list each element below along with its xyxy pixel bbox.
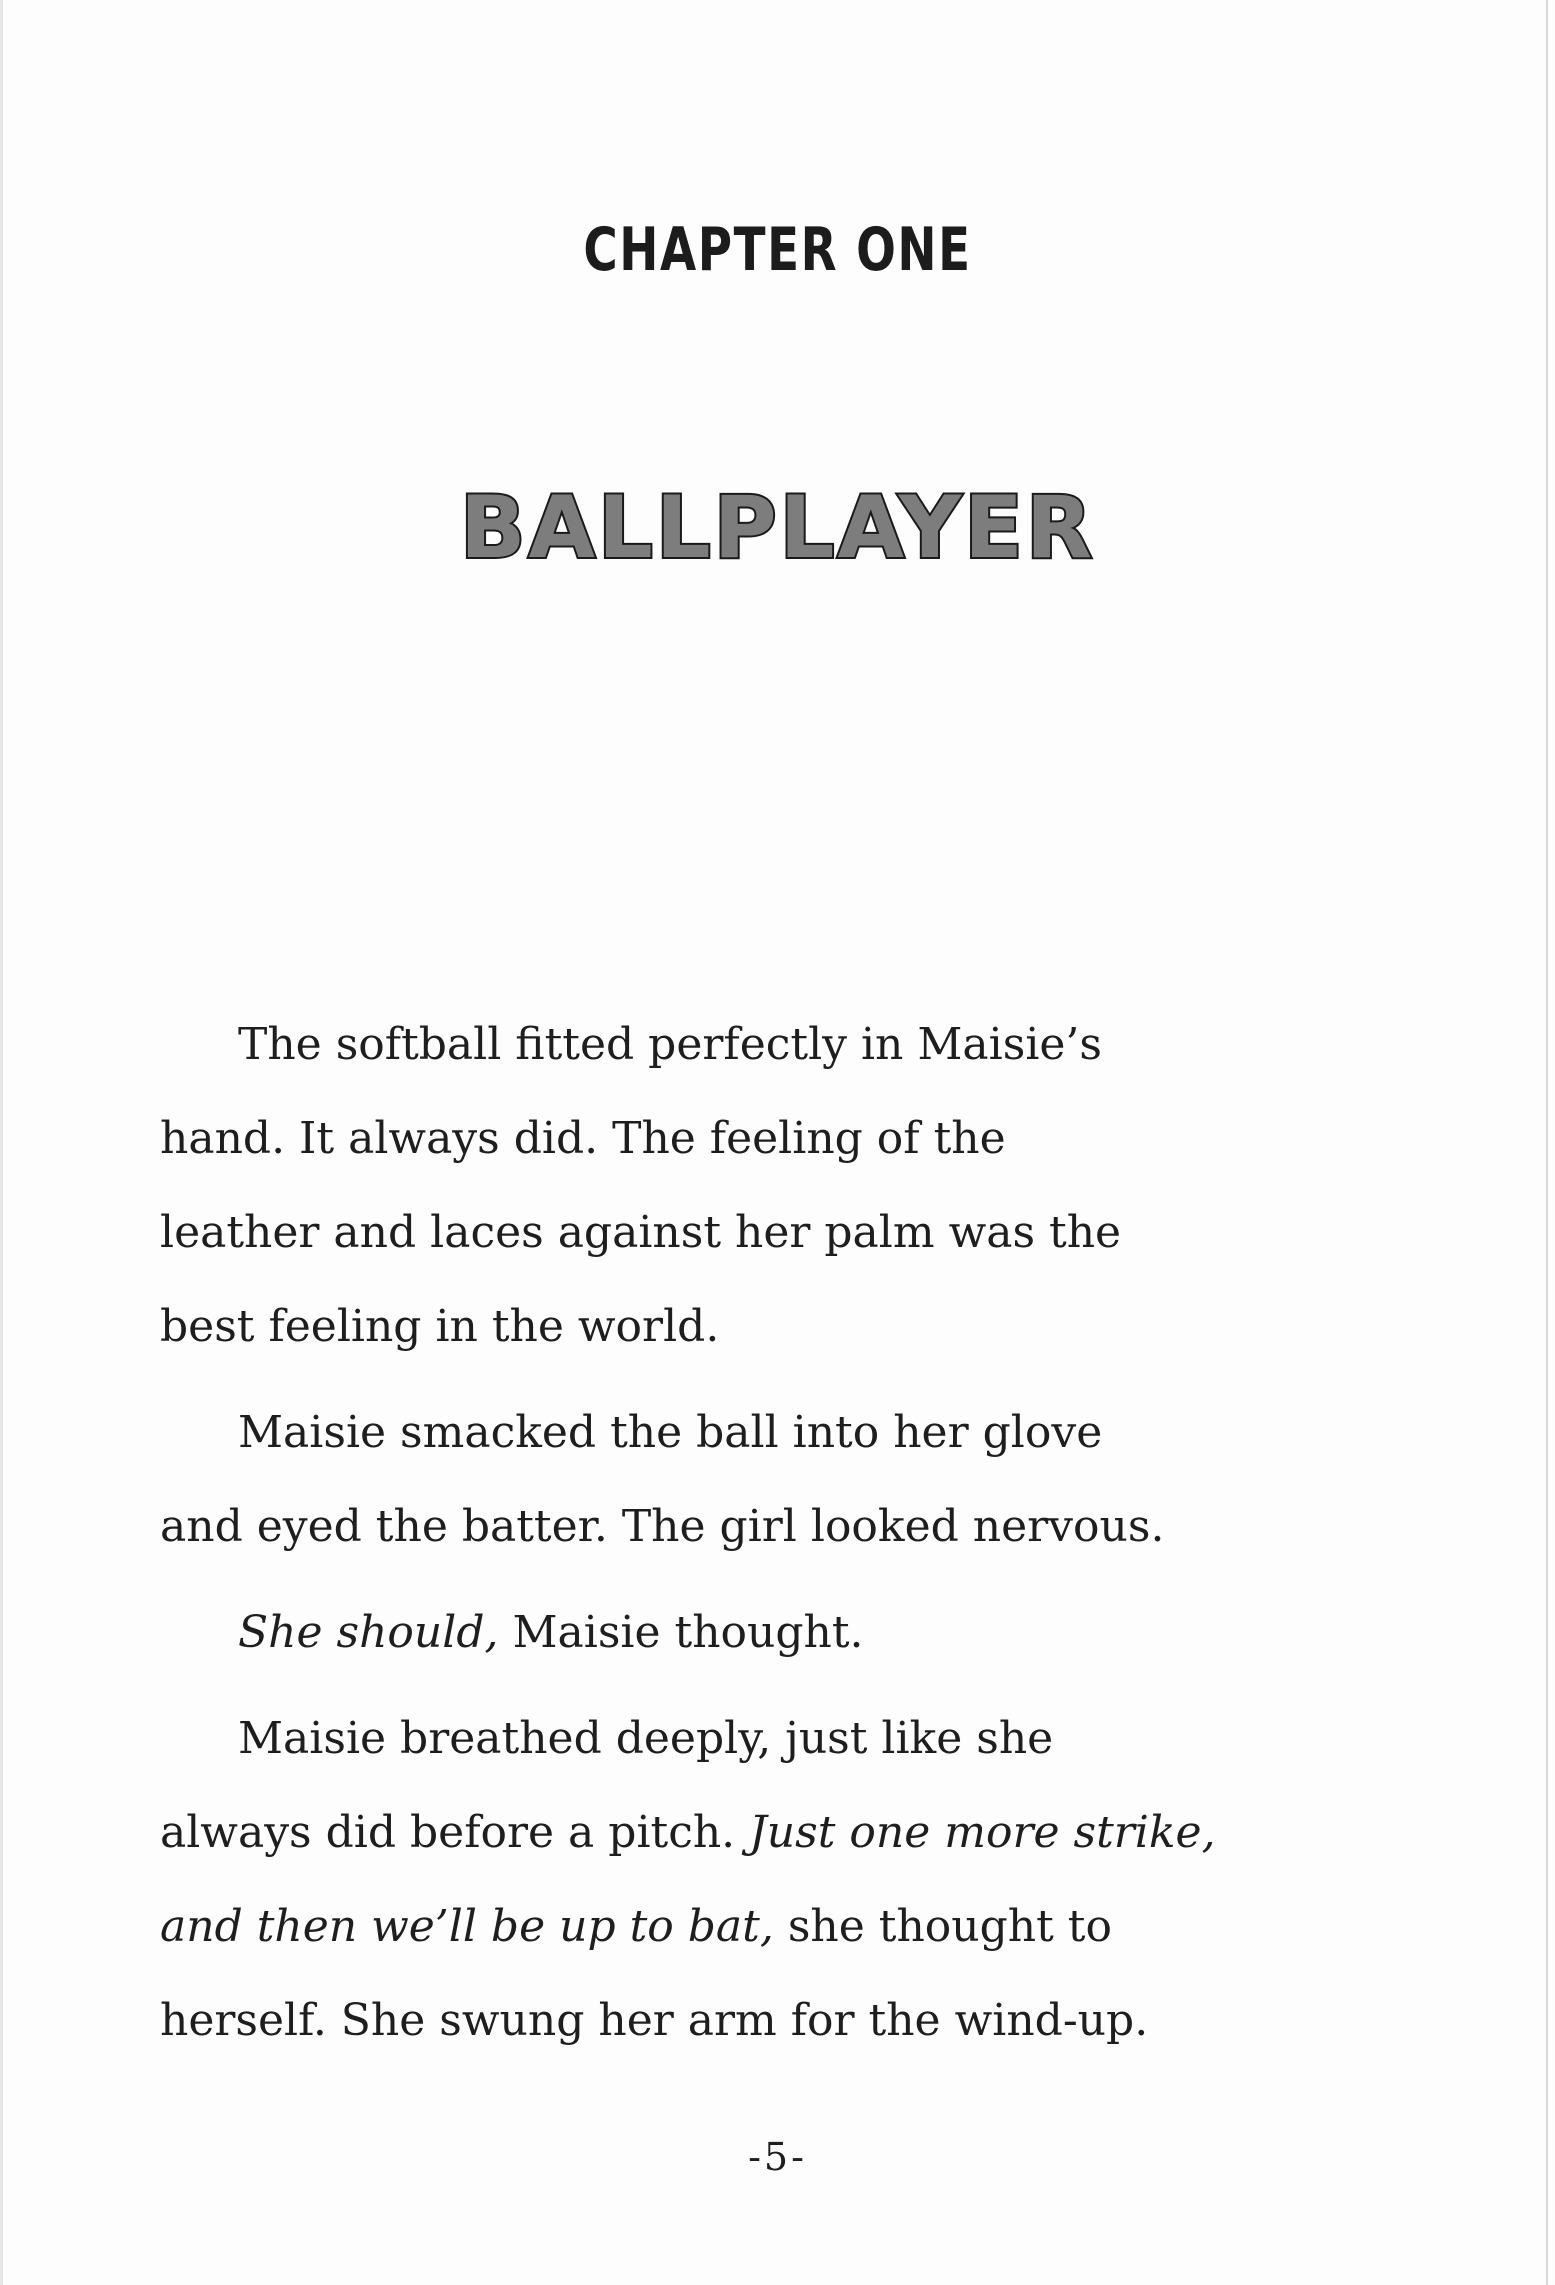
text-line <box>160 1386 1340 1480</box>
text-segment: always did before a pitch. <box>160 1807 750 1858</box>
italic-text: and then we’ll be up to bat, <box>160 1901 774 1952</box>
paragraph <box>160 1586 1340 1680</box>
paragraph <box>160 998 1340 1374</box>
text-segment: herself. She swung her arm for the wind-up. <box>160 1995 1149 2046</box>
text-segment: Maisie breathed deeply, just like she <box>238 1713 1054 1764</box>
text-line <box>160 1692 1340 1786</box>
chapter-title: BALLPLAYER <box>459 478 1096 578</box>
page-right-edge <box>1546 0 1548 2285</box>
text-segment: Maisie thought. <box>498 1607 864 1658</box>
text-line <box>160 1092 1340 1186</box>
text-line <box>160 1186 1340 1280</box>
text-segment: Maisie smacked the ball into her glove <box>238 1407 1103 1458</box>
text-line <box>160 1280 1340 1374</box>
text-line <box>160 1586 1340 1680</box>
text-line <box>160 1974 1340 2068</box>
italic-text: Just one more strike, <box>749 1807 1216 1858</box>
text-segment: leather and laces against her palm was the <box>160 1207 1122 1258</box>
italic-text: She should, <box>238 1607 499 1658</box>
text-line <box>160 1786 1340 1880</box>
chapter-label: CHAPTER ONE <box>583 215 972 285</box>
text-line <box>160 1480 1340 1574</box>
text-segment: hand. It always did. The feeling of the <box>160 1113 1006 1164</box>
text-line <box>160 998 1340 1092</box>
paragraph <box>160 1692 1340 2068</box>
paragraph <box>160 1386 1340 1574</box>
page-left-edge <box>0 0 3 2285</box>
text-segment: she thought to <box>773 1901 1112 1952</box>
text-segment: and eyed the batter. The girl looked nervous. <box>160 1501 1165 1552</box>
text-segment: The softball fitted perfectly in Maisie’s <box>238 1019 1102 1070</box>
chapter-body-text <box>160 998 1340 2068</box>
text-segment: best feeling in the world. <box>160 1301 720 1352</box>
page-number: -5- <box>748 2135 807 2179</box>
text-line <box>160 1880 1340 1974</box>
